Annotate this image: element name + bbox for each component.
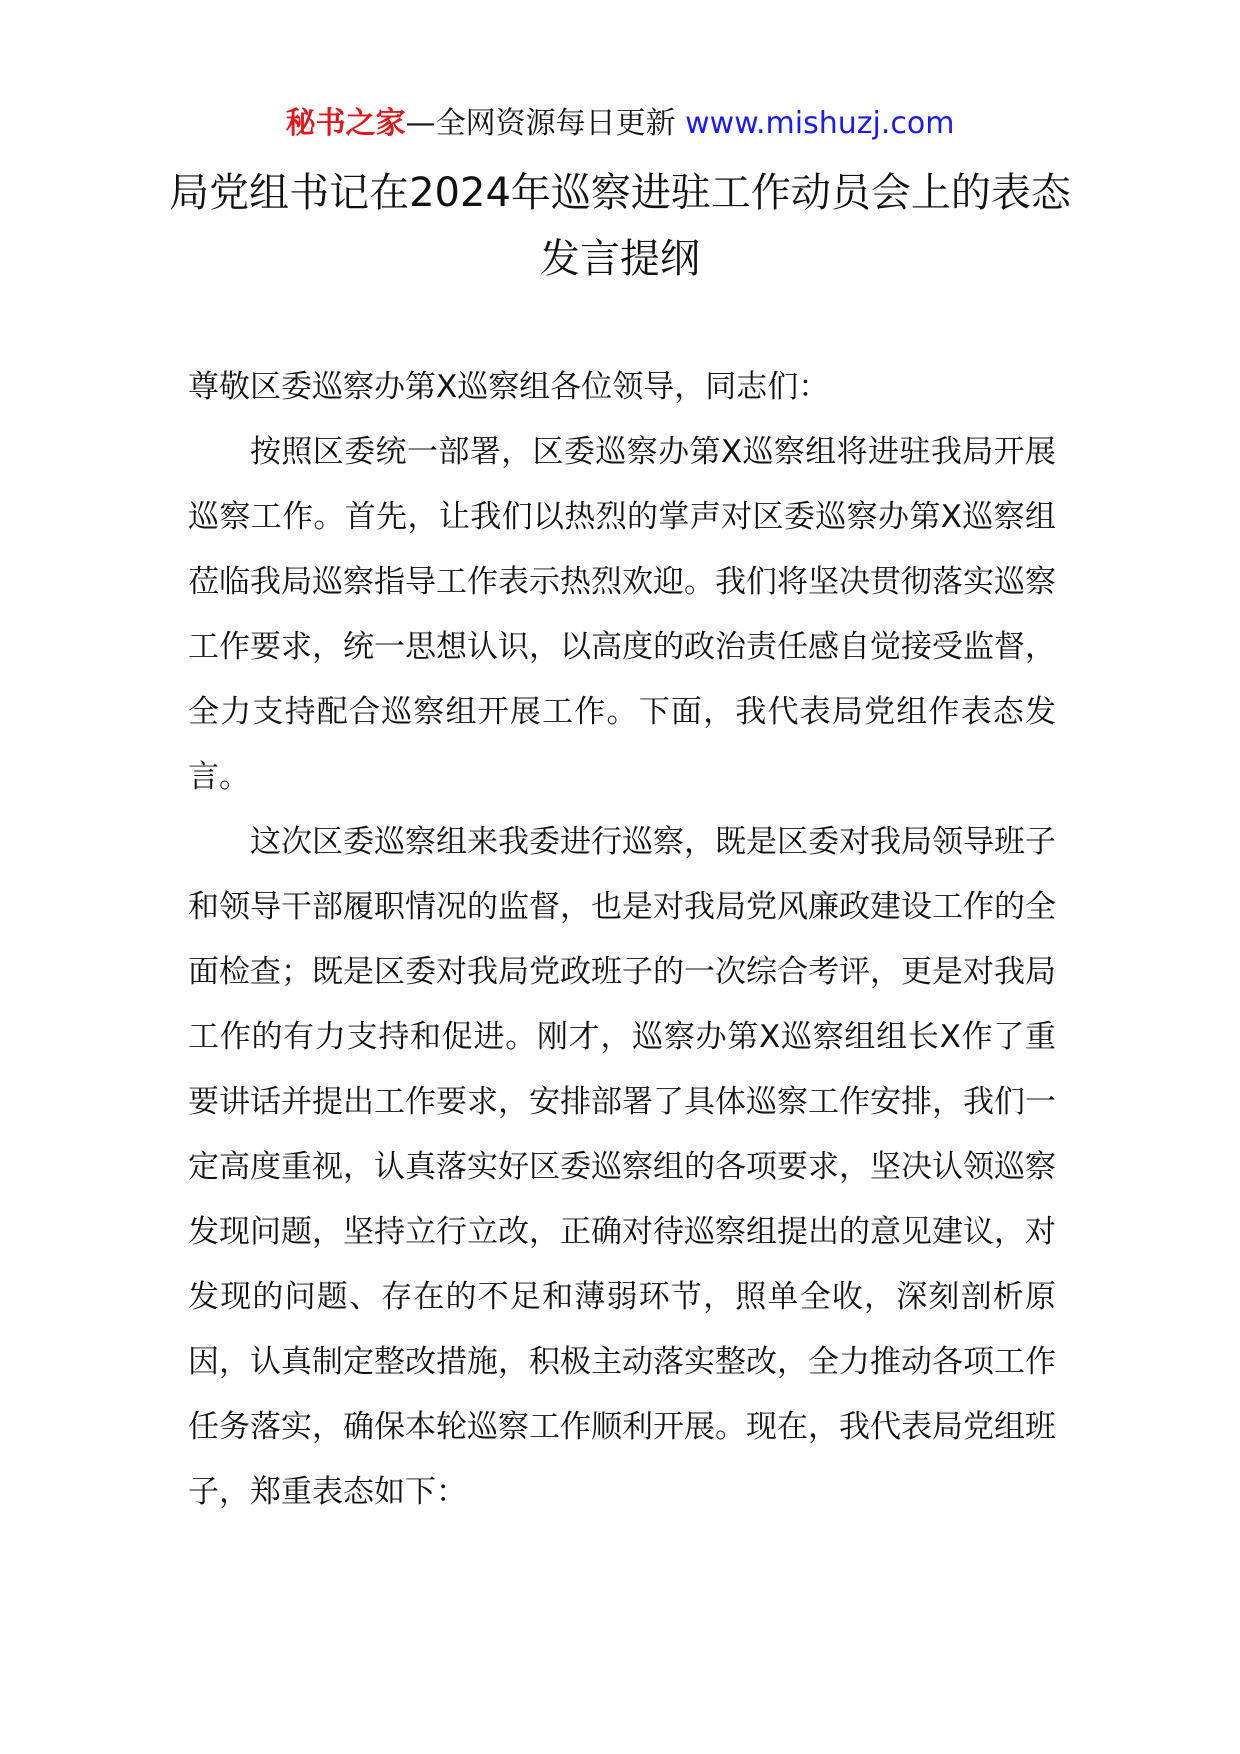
- brand-name: 秘书之家: [285, 106, 406, 141]
- site-url-link[interactable]: www.mishuzj.com: [685, 106, 955, 141]
- header-tagline: —全网资源每日更新: [405, 106, 686, 141]
- site-header: [0, 104, 1240, 144]
- paragraph: 按照区委统一部署，区委巡察办第X巡察组将进驻我局开展巡察工作。首先，让我们以热烈的掌声对区委巡察办第X巡察组莅临我局巡察指导工作表示热烈欢迎。我们将坚决贯彻落实巡察工作要求，统一思想认识，以高度的政治责任感自觉接受监督，全力支持配合巡察组开展工作。下面，我代表局党组作表态发言。: [188, 434, 1056, 795]
- paragraph: 这次区委巡察组来我委进行巡察，既是区委对我局领导班子和领导干部履职情况的监督，也是对我局党风廉政建设工作的全面检查；既是区委对我局党政班子的一次综合考评，更是对我局工作的有力支持和促进。刚才，巡察办第X巡察组组长X作了重要讲话并提出工作要求，安排部署了具体巡察工作安排，我们一定高度重视，认真落实好区委巡察组的各项要求，坚决认领巡察发现问题，坚持立行立改，正确对待巡察组提出的意见建议，对发现的问题、存在的不足和薄弱环节，照单全收，深刻剖析原因，认真制定整改措施，积极主动落实整改，全力推动各项工作任务落实，确保本轮巡察工作顺利开展。现在，我代表局党组班子，郑重表态如下：: [188, 824, 1056, 1510]
- salutation: 尊敬区委巡察办第X巡察组各位领导，同志们：: [188, 369, 830, 405]
- document-title: 局党组书记在2024年巡察进驻工作动员会上的表态发言提纲: [169, 170, 1071, 282]
- document-body: [188, 355, 1056, 1525]
